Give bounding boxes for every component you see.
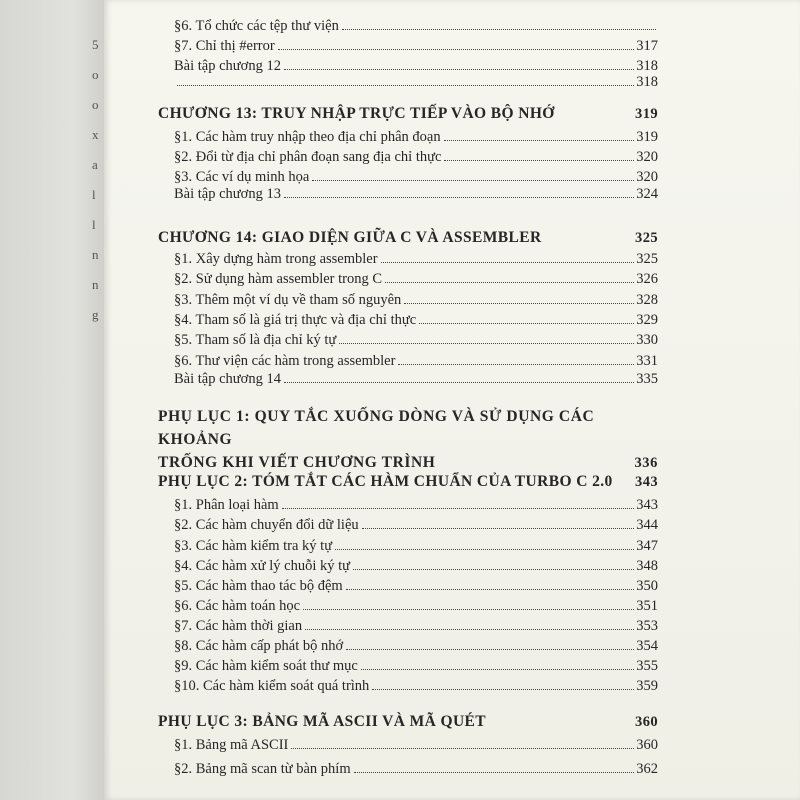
toc-page-number: 343 xyxy=(636,497,658,513)
toc-entry-label: §6. Thư viện các hàm trong assembler xyxy=(174,353,396,369)
chapter-title: PHỤ LỤC 2: TÓM TẮT CÁC HÀM CHUẨN CỦA TURBO C 2.0 xyxy=(158,473,613,490)
toc-entry xyxy=(174,292,658,309)
toc-entry-label: §1. Các hàm truy nhập theo địa chỉ phân đoạn xyxy=(174,129,441,145)
dot-leader xyxy=(346,588,635,590)
dot-leader xyxy=(305,628,634,630)
margin-letter: x xyxy=(92,127,99,142)
toc-page-number: 360 xyxy=(636,737,658,753)
dot-leader xyxy=(335,548,634,550)
toc-entry-label: §3. Thêm một ví dụ về tham số nguyên xyxy=(174,292,402,308)
toc-page-number: 347 xyxy=(636,538,658,554)
toc-entry xyxy=(174,538,658,555)
toc-entry xyxy=(174,658,658,675)
dot-leader xyxy=(278,48,635,50)
dot-leader xyxy=(282,507,635,509)
toc-entry xyxy=(174,74,658,91)
toc-entry xyxy=(174,618,658,635)
toc-page-number: 326 xyxy=(636,271,658,287)
toc-entry-label: §2. Các hàm chuyển đổi dữ liệu xyxy=(174,517,359,533)
chapter-page-number: 319 xyxy=(635,106,658,122)
toc-page-number: 329 xyxy=(636,312,658,328)
dot-leader xyxy=(353,568,634,570)
dot-leader xyxy=(284,68,634,70)
margin-letter: g xyxy=(92,307,99,322)
chapter-title: CHƯƠNG 14: GIAO DIỆN GIỮA C VÀ ASSEMBLER xyxy=(158,229,542,246)
chapter-page-number: 343 xyxy=(635,474,658,490)
chapter-heading xyxy=(158,713,658,731)
appendix-page-number: 336 xyxy=(634,455,658,471)
toc-entry xyxy=(174,271,658,288)
toc-entry xyxy=(174,737,658,754)
toc-entry xyxy=(174,578,658,595)
dot-leader xyxy=(404,302,634,304)
margin-letter: n xyxy=(92,247,99,262)
margin-letter: l xyxy=(92,187,96,202)
toc-entry xyxy=(174,251,658,268)
chapter-title: PHỤ LỤC 3: BẢNG MÃ ASCII VÀ MÃ QUÉT xyxy=(158,713,487,730)
chapter-page-number: 325 xyxy=(635,230,658,246)
dot-leader xyxy=(339,342,634,344)
dot-leader xyxy=(291,747,634,749)
margin-letter: o xyxy=(92,97,99,112)
toc-entry-label: §4. Tham số là giá trị thực và địa chỉ thực xyxy=(174,312,417,328)
dot-leader xyxy=(284,381,634,383)
margin-letter: a xyxy=(92,157,98,172)
toc-entry xyxy=(174,332,658,349)
toc-entry-label: Bài tập chương 13 xyxy=(174,186,281,202)
toc-entry-label: §3. Các hàm kiểm tra ký tự xyxy=(174,538,333,554)
toc-entry-label: §9. Các hàm kiểm soát thư mục xyxy=(174,658,358,674)
toc-entry-label: §2. Bảng mã scan từ bàn phím xyxy=(174,761,351,777)
appendix-heading xyxy=(158,405,658,475)
toc-page-number: 324 xyxy=(636,186,658,202)
toc-page-number: 350 xyxy=(636,578,658,594)
toc-entry xyxy=(174,678,658,695)
toc-entry xyxy=(174,129,658,146)
margin-letter: 5 xyxy=(92,37,99,52)
toc-entry xyxy=(174,38,658,55)
chapter-page-number: 360 xyxy=(635,714,658,730)
dot-leader xyxy=(346,648,634,650)
toc-page-number: 344 xyxy=(636,517,658,533)
margin-letter: o xyxy=(92,67,99,82)
dot-leader xyxy=(312,179,634,181)
toc-entry xyxy=(174,149,658,166)
dot-leader xyxy=(354,771,635,773)
toc-page-number: 362 xyxy=(636,761,658,777)
toc-entry xyxy=(174,312,658,329)
toc-page-number: 353 xyxy=(636,618,658,634)
margin-letter: l xyxy=(92,217,96,232)
toc-entry xyxy=(174,371,658,388)
adjacent-page-letters xyxy=(92,30,104,330)
toc-page-number: 318 xyxy=(636,74,658,90)
dot-leader xyxy=(381,261,635,263)
dot-leader xyxy=(444,139,635,141)
toc-entry-label: §6. Các hàm toán học xyxy=(174,598,301,614)
dot-leader xyxy=(419,322,634,324)
adjacent-page-edge xyxy=(0,0,104,800)
dot-leader xyxy=(342,28,656,30)
dot-leader xyxy=(284,196,634,198)
toc-entry xyxy=(174,58,658,75)
toc-page-number: 351 xyxy=(636,598,658,614)
toc-entry xyxy=(174,18,658,35)
toc-entry-label: §8. Các hàm cấp phát bộ nhớ xyxy=(174,638,344,654)
toc-page-number: 320 xyxy=(636,149,658,165)
toc-entry-label: §5. Tham số là địa chỉ ký tự xyxy=(174,332,337,348)
toc-entry-label: §7. Các hàm thời gian xyxy=(174,618,303,634)
toc-entry xyxy=(174,638,658,655)
dot-leader xyxy=(303,608,634,610)
dot-leader xyxy=(372,688,634,690)
toc-page-number: 359 xyxy=(636,678,658,694)
toc-entry-label: §2. Sử dụng hàm assembler trong C xyxy=(174,271,383,287)
appendix-title-line-2: TRỐNG KHI VIẾT CHƯƠNG TRÌNH xyxy=(158,454,436,471)
toc-page-number: 328 xyxy=(636,292,658,308)
toc-entry-label: §7. Chỉ thị #error xyxy=(174,38,275,54)
toc-entry xyxy=(174,558,658,575)
toc-entry-label: §10. Các hàm kiểm soát quá trình xyxy=(174,678,370,694)
toc-entry xyxy=(174,353,658,370)
toc-page-number: 348 xyxy=(636,558,658,574)
chapter-heading xyxy=(158,473,658,491)
toc-page-number: 320 xyxy=(636,169,658,185)
toc-page-number: 331 xyxy=(636,353,658,369)
toc-page-number: 330 xyxy=(636,332,658,348)
margin-letter: n xyxy=(92,277,99,292)
toc-entry-label: §4. Các hàm xử lý chuỗi ký tự xyxy=(174,558,350,574)
toc-entry xyxy=(174,598,658,615)
dot-leader xyxy=(177,84,634,86)
toc-entry xyxy=(174,497,658,514)
toc-entry-label: §5. Các hàm thao tác bộ đệm xyxy=(174,578,343,594)
dot-leader xyxy=(385,281,634,283)
toc-entry-label: §6. Tổ chức các tệp thư viện xyxy=(174,18,339,34)
dot-leader xyxy=(361,668,634,670)
toc-entry-label: §1. Phân loại hàm xyxy=(174,497,279,513)
toc-entry xyxy=(174,517,658,534)
toc-page-number: 318 xyxy=(636,58,658,74)
toc-entry-label: §1. Xây dựng hàm trong assembler xyxy=(174,251,378,267)
toc-entry xyxy=(174,761,658,778)
toc-page-number: 355 xyxy=(636,658,658,674)
toc-entry-label: Bài tập chương 12 xyxy=(174,58,281,74)
chapter-heading xyxy=(158,229,658,247)
toc-page-number: 319 xyxy=(636,129,658,145)
chapter-heading xyxy=(158,105,658,123)
toc-entry xyxy=(174,169,658,186)
toc-entry-label: §3. Các ví dụ minh họa xyxy=(174,169,310,185)
toc-entry-label: §2. Đổi từ địa chỉ phân đoạn sang địa chỉ thực xyxy=(174,149,442,165)
toc-entry-label: Bài tập chương 14 xyxy=(174,371,281,387)
chapter-title: CHƯƠNG 13: TRUY NHẬP TRỰC TIẾP VÀO BỘ NHỚ xyxy=(158,105,555,122)
dot-leader xyxy=(362,527,635,529)
toc-entry xyxy=(174,186,658,203)
appendix-title-line-1: PHỤ LỤC 1: QUY TẮC XUỐNG DÒNG VÀ SỬ DỤNG CÁC KHOẢNG xyxy=(158,408,595,448)
toc-page-number: 354 xyxy=(636,638,658,654)
toc-entry-label: §1. Bảng mã ASCII xyxy=(174,737,289,753)
toc-page-number: 335 xyxy=(636,371,658,387)
dot-leader xyxy=(444,159,634,161)
toc-page-number: 317 xyxy=(636,38,658,54)
dot-leader xyxy=(398,363,634,365)
toc-page-number: 325 xyxy=(636,251,658,267)
